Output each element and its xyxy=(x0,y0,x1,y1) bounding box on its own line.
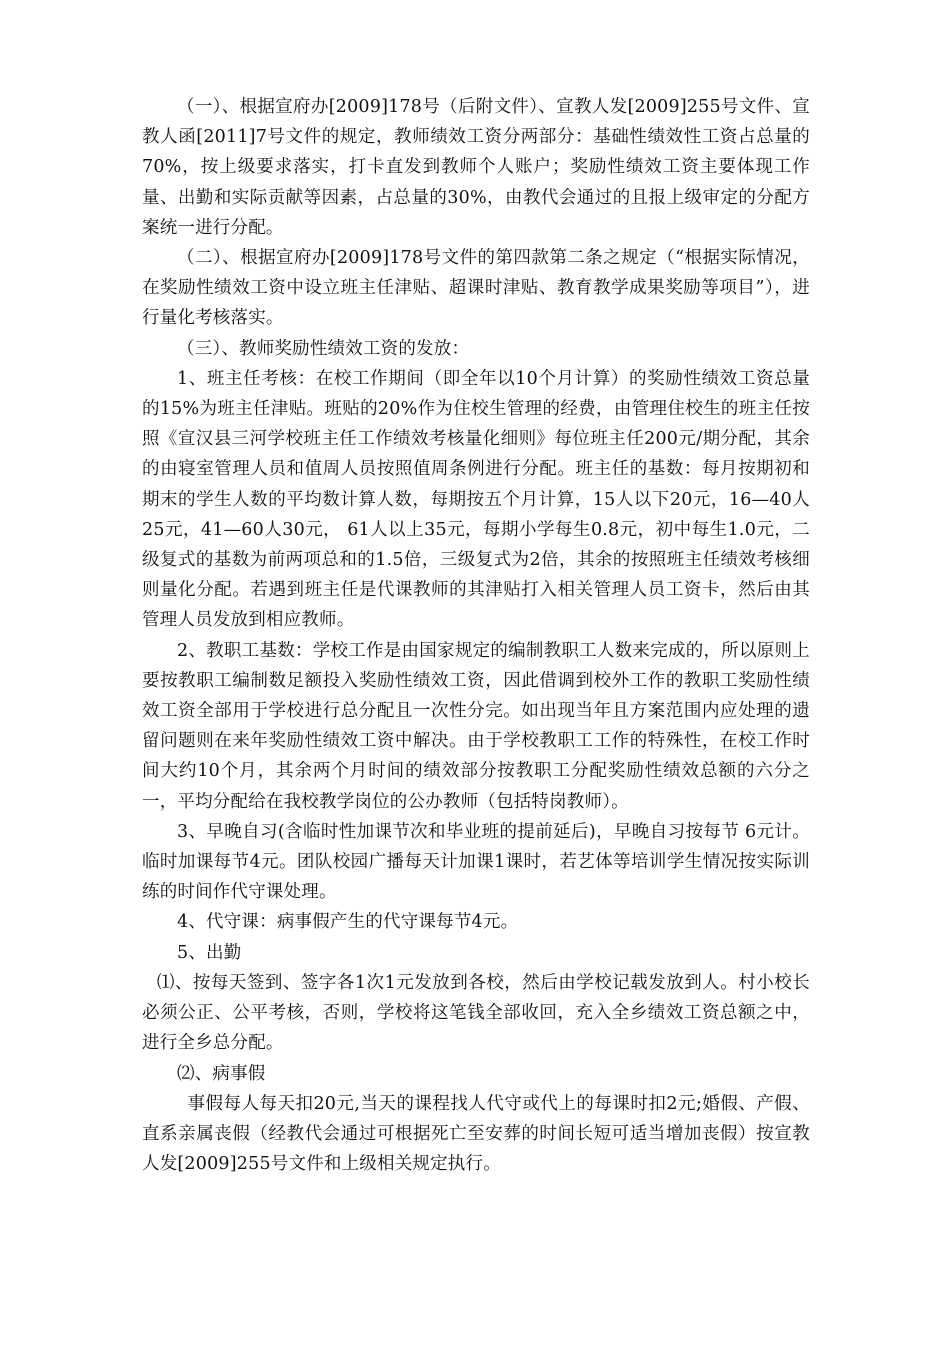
paragraph-item-4-substitute: 4、代守课：病事假产生的代守课每节4元。 xyxy=(177,912,519,933)
paragraph-sick-leave-heading: ⑵、病事假 xyxy=(177,1063,266,1084)
paragraph-item-1-head-teacher: 1、班主任考核：在校工作期间（即全年以10个月计算）的奖励性绩效工资总量的15%为班主任津贴。班贴的20%作为住校生管理的经费，由管理住校生的班主任按照《宣汉县三河学校班主任工作绩效考核量化细则》每位班主任200元/期分配，其余的由寝室管理人员和值周人员按照值周条例进行分配。班主任的基数：每月按期初和期末的学生人数的平均数计算人数，每期按五个月计算，15人以下20元，16—40人25元，41—60人30元， 61人以上35元，每期小学每生0.8元，初中每生1.0元，二级复式的基数为前两项总和的1.5倍，三级复式为2倍，其余的按照班主任绩效考核细则量化分配。若遇到班主任是代课教师的其津贴打入相关管理人员工资卡，然后由其管理人员发放到相应教师。 xyxy=(142,368,810,631)
paragraph-section-3-heading: （三）、教师奖励性绩效工资的发放： xyxy=(177,338,470,359)
document-body xyxy=(142,92,810,1179)
paragraph-item-3-self-study: 3、早晚自习(含临时性加课节次和毕业班的提前延后)，早晚自习按每节 6元计。临时加课每节4元。团队校园广播每天计加课1课时，若艺体等培训学生情况按实际训练的时间作代守课处理。 xyxy=(142,821,810,903)
paragraph-section-1: （一）、根据宣府办[2009]178号（后附文件）、宣教人发[2009]255号文件、宣教人函[2011]7号文件的规定，教师绩效工资分两部分：基础性绩效性工资占总量的70%，按上级要求落实，打卡直发到教师个人账户；奖励性绩效工资主要体现工作量、出勤和实际贡献等因素，占总量的30%，由教代会通过的且报上级审定的分配方案统一进行分配。 xyxy=(142,97,810,238)
paragraph-attendance-sign-in: ⑴、按每天签到、签字各1次1元发放到各校，然后由学校记载发放到人。村小校长必须公正、公平考核，否则，学校将这笔钱全部收回，充入全乡绩效工资总额之中，进行全乡总分配。 xyxy=(142,972,810,1054)
paragraph-item-5-attendance: 5、出勤 xyxy=(177,942,242,963)
paragraph-leave-rules: 事假每人每天扣20元,当天的课程找人代守或代上的每课时扣2元;婚假、产假、直系亲属丧假（经教代会通过可根据死亡至安葬的时间长短可适当增加丧假）按宣教人发[2009]255号文件和上级相关规定执行。 xyxy=(142,1093,810,1175)
paragraph-item-2-staff-base: 2、教职工基数：学校工作是由国家规定的编制教职工人数来完成的，所以原则上要按教职工编制数足额投入奖励性绩效工资，因此借调到校外工作的教职工奖励性绩效工资全部用于学校进行总分配且一次性分完。如出现当年且方案范围内应处理的遗留问题则在来年奖励性绩效工资中解决。由于学校教职工工作的特殊性，在校工作时间大约10个月，其余两个月时间的绩效部分按教职工分配奖励性绩效总额的六分之一，平均分配给在我校教学岗位的公办教师（包括特岗教师）。 xyxy=(142,640,810,812)
paragraph-section-2: （二）、根据宣府办[2009]178号文件的第四款第二条之规定（“根据实际情况，在奖励性绩效工资中设立班主任津贴、超课时津贴、教育教学成果奖励等项目”），进行量化考核落实。 xyxy=(142,248,810,329)
